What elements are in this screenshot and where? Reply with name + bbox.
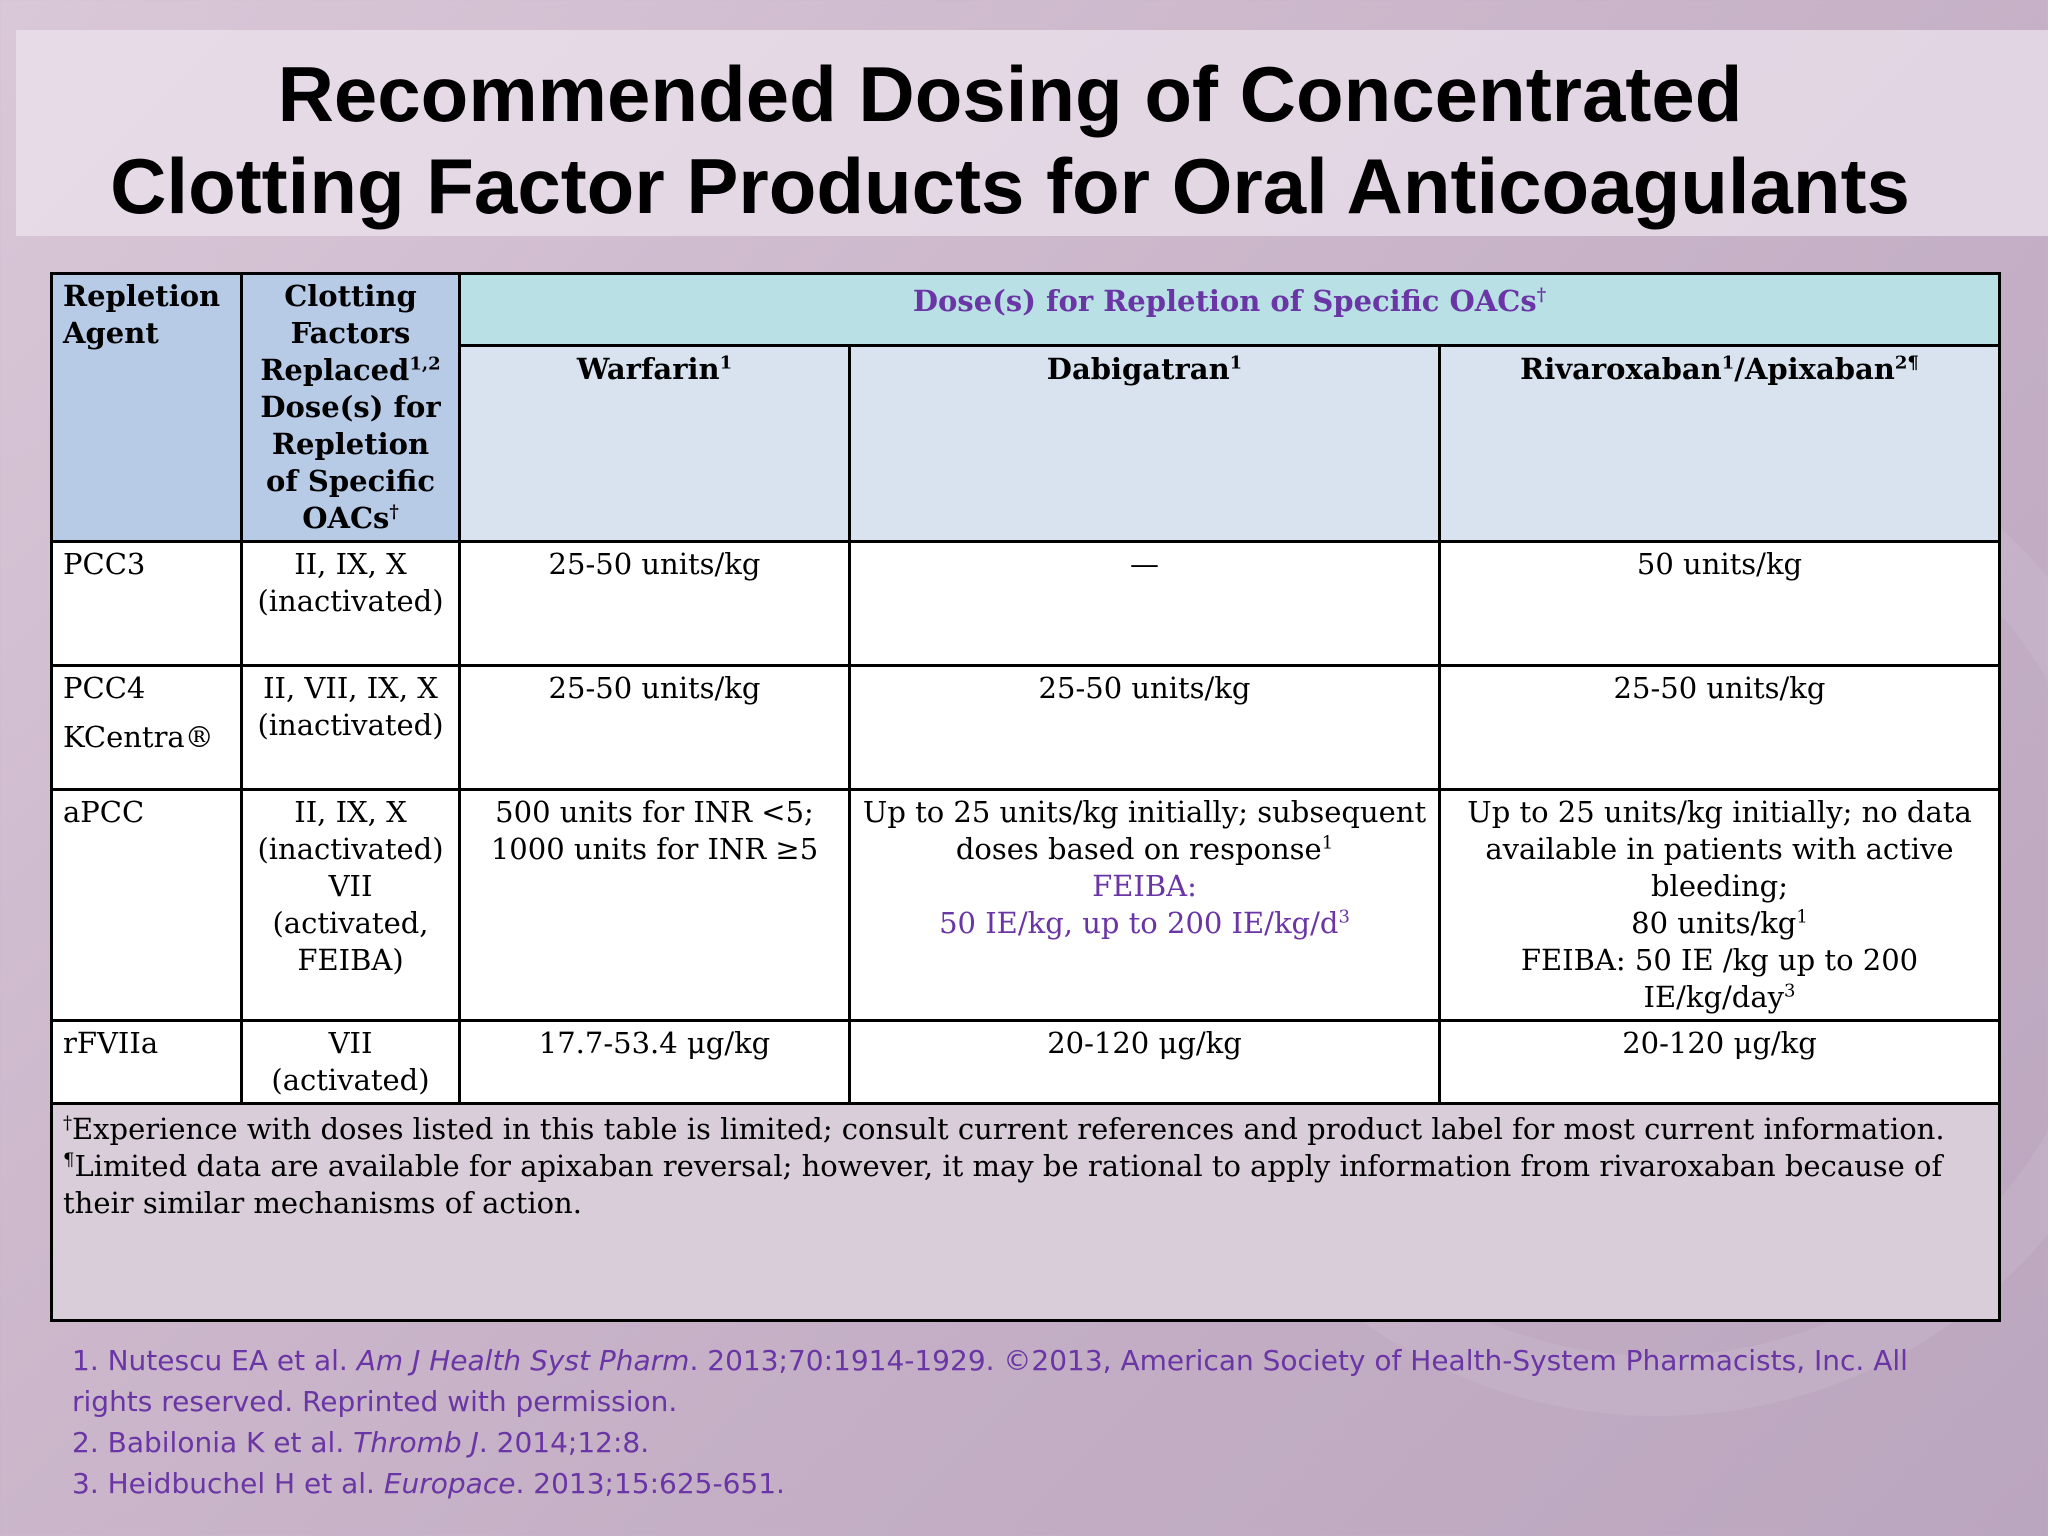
footnote-dagger: †Experience with doses listed in this table is limited; consult current references and product label for most current information. bbox=[63, 1112, 1945, 1146]
page-title bbox=[0, 48, 2020, 232]
footnote-row bbox=[52, 1104, 2000, 1321]
title-line-1: Recommended Dosing of Concentrated bbox=[277, 50, 1743, 138]
cell-agent: rFVIIa bbox=[52, 1021, 242, 1104]
header-dose-group: Dose(s) for Repletion of Specific OACs† bbox=[460, 274, 2000, 346]
cell-factors: II, IX, X (inactivated) bbox=[242, 542, 460, 666]
cell-agent: PCC4 KCentra® bbox=[52, 666, 242, 790]
cell-rivaroxaban: 25-50 units/kg bbox=[1440, 666, 2000, 790]
table-row bbox=[52, 1021, 2000, 1104]
title-line-2: Clotting Factor Products for Oral Anticoagulants bbox=[110, 142, 1910, 230]
reference-1: 1. Nutescu EA et al. Am J Health Syst Pharm. 2013;70:1914-1929. ©2013, American Society of Health-System Pharmacists, Inc. All rights reserved. Reprinted with permission. bbox=[72, 1344, 1908, 1418]
cell-rivaroxaban: 20-120 μg/kg bbox=[1440, 1021, 2000, 1104]
cell-rivaroxaban: 50 units/kg bbox=[1440, 542, 2000, 666]
table-row bbox=[52, 790, 2000, 1021]
references bbox=[72, 1340, 1972, 1504]
cell-factors: II, IX, X (inactivated) VII (activated, FEIBA) bbox=[242, 790, 460, 1021]
cell-agent: aPCC bbox=[52, 790, 242, 1021]
cell-dabigatran: — bbox=[850, 542, 1440, 666]
cell-dabigatran: 20-120 μg/kg bbox=[850, 1021, 1440, 1104]
cell-agent: PCC3 bbox=[52, 542, 242, 666]
cell-warfarin: 500 units for INR <5; 1000 units for INR ≥5 bbox=[460, 790, 850, 1021]
dosing-table bbox=[50, 272, 2001, 1322]
cell-dabigatran: 25-50 units/kg bbox=[850, 666, 1440, 790]
table-footnotes bbox=[52, 1104, 2000, 1321]
cell-factors: VII (activated) bbox=[242, 1021, 460, 1104]
footnote-pilcrow: ¶Limited data are available for apixaban reversal; however, it may be rational to apply information from rivaroxaban because of their similar mechanisms of action. bbox=[63, 1149, 1943, 1220]
cell-warfarin: 25-50 units/kg bbox=[460, 666, 850, 790]
header-rivaroxaban-apixaban: Rivaroxaban$^1$/Apixaban$^{2\P}$ bbox=[1440, 346, 2000, 542]
cell-warfarin: 17.7-53.4 μg/kg bbox=[460, 1021, 850, 1104]
cell-dabigatran: Up to 25 units/kg initially; subsequent doses based on response$^1$ FEIBA: 50 IE/kg, up to 200 $IE/kg/d^3$ bbox=[850, 790, 1440, 1021]
reference-3: 3. Heidbuchel H et al. Europace. 2013;15:625-651. bbox=[72, 1467, 785, 1500]
header-warfarin: Warfarin$^1$ bbox=[460, 346, 850, 542]
header-repletion-agent: Repletion Agent bbox=[52, 274, 242, 542]
cell-rivaroxaban: Up to 25 units/kg initially; no data available in patients with active bleeding; 80 units/$kg^1$ FEIBA: 50 IE /kg up to 200 IE/kg/day$^3$ bbox=[1440, 790, 2000, 1021]
cell-factors: II, VII, IX, X (inactivated) bbox=[242, 666, 460, 790]
dosing-table-container bbox=[50, 272, 1998, 1322]
header-clotting-factors: Clotting Factors Replaced$^{1,2}$ Dose(s) for Repletion of Specific OACs† bbox=[242, 274, 460, 542]
header-dabigatran: Dabigatran$^1$ bbox=[850, 346, 1440, 542]
cell-warfarin: 25-50 units/kg bbox=[460, 542, 850, 666]
table-row bbox=[52, 666, 2000, 790]
table-row bbox=[52, 542, 2000, 666]
reference-2: 2. Babilonia K et al. Thromb J. 2014;12:8. bbox=[72, 1426, 650, 1459]
header-row-1 bbox=[52, 274, 2000, 346]
